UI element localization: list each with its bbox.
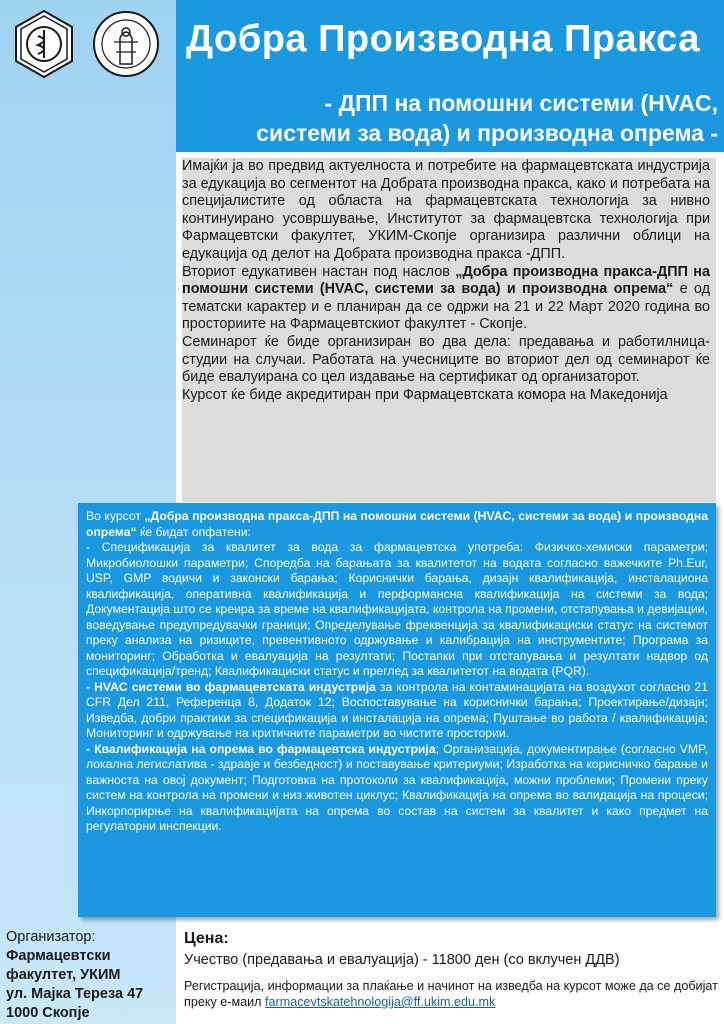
topic-equipment-qualification: - Квалификација на опрема во фармацевтска индустрија; Организација, документирање (согласно VMP, локална легислатива - здравје и безбедност) и поставување критериуми; Изработка на корисничко барање и важноста на овој документ; Подготовка на протоколи за квалификација, можни проблеми; Промени преку систем на контрола на промени и низ животен циклус; Квалификација на опрема во валидација на процеси; Инкорпорирње на квалификацијата на опрема во состав на систем за квалитет и како предмет на регулаторни инспекции. <box>86 741 708 833</box>
logos <box>0 0 176 90</box>
topic-hvac: - HVAC системи во фармацевтската индустрија за контрола на контаминацијата на воздухот согласно 21 CFR Дел 211, Референца 8, Додаток 12; Воспоставување на кориснички барања; Проектирање/дизајн; Изведба, добри практики за спецификација и инсталација на опрема; Пуштање во работа / квалификација; Мониторинг и одржување на критичните параметри во чистите простории. <box>86 679 708 740</box>
intro-paragraph-4: Курсот ќе биде акредитиран при Фармацевтската комора на Македонија <box>182 386 668 403</box>
course-topics-box <box>78 503 716 917</box>
organizer-line-4: 1000 Скопје <box>6 1005 90 1021</box>
registration-text: Регистрација, информации за плаќање и начинот на изведба на курсот може да се добијат преку е-маил <box>184 979 718 1009</box>
price-label: Цена: <box>184 930 229 947</box>
registration-info <box>184 978 718 1010</box>
price-text: Учество (предавања и евалуација) - 11800 ден (со вклучен ДДВ) <box>184 952 620 968</box>
organizer-label: Организатор: <box>6 929 96 945</box>
intro-paragraph-2: Вториот едукативен настан под наслов „Добра производна пракса-ДПП на помошни системи (HVAC, системи за вода) и производна опрема“ е од тематски карактер и е планиран да се одржи на 21 и 22 Март 2020 година во просториите на Фармацевтскиот факултет - Скопје. <box>182 263 710 333</box>
hexagon-caduceus-icon <box>8 8 80 80</box>
page-title: Добра Производна Пракса <box>186 18 700 60</box>
price-block <box>184 930 716 968</box>
organizer-line-3: ул. Мајка Тереза 47 <box>6 986 144 1002</box>
email-link[interactable]: farmacevtskatehnologija@ff.ukim.edu.mk <box>265 995 496 1009</box>
organizer-line-2: факултет, УКИМ <box>6 967 121 983</box>
organizer-block <box>6 928 176 1023</box>
page-subtitle <box>178 88 718 148</box>
subtitle-line-2: системи за вода) и производна опрема - <box>256 120 718 146</box>
intro-section <box>182 158 716 502</box>
organizer-line-1: Фармацевтски <box>6 948 111 964</box>
topic-water-specification: - Спецификација за квалитет за вода за фармацевтска употреба: Физичко-хемиски параметри; Микробиолошки параметри; Споредба на барањата за квалитетот на водата согласно важечките Ph.Eur, USP, GMP водичи и законски барања; Кориснички барања, дизајн квалификација, инсталациона квалификација, оперативна квалификација и перформансна квалификација на системи за вода; Документација што се креира за време на квалификацијата, контрола на промени, отстапувања и девијации, воведување предупредувачки граници; Определување фреквенција за квалификациски статус на системот преку анализа на ризиците, превентивното одржување и калибрација на инструментите; Програма за мониторинг; Обработка и евалуација на резултати; Постапки при отстапувања и резултати надвор од спецификација/тренд; Квалификациски статус и преглед за квалитетот на водата (PQR). <box>86 540 708 678</box>
intro-paragraph-3: Семинарот ќе биде организиран во два дела: предавања и работилница-студии на случаи. Работата на учесниците во вториот дел од семинарот ќе биде евалуирана со цел издавање на сертификат од организаторот. <box>182 333 710 386</box>
intro-paragraph-1: Имајќи ја во предвид актуелноста и потребите на фармацевтската индустрија за едукација во сегментот на Добрата производна пракса, како и потребата на специјалистите од областа на фармацевтската технологија за нивно континуирано усовршување, Институтот за фармацевтска технологија при Фармацевтски факултет, УКИМ-Скопје организира различни облици на едукација од делот на Добрата производна пракса -ДПП. <box>182 158 710 262</box>
subtitle-line-1: - ДПП на помошни системи (HVAC, <box>324 90 718 116</box>
topics-lead: Во курсот „Добра производна пракса-ДПП на помошни системи (HVAC, системи за вода) и производна опрема“ ќе бидат опфатени: <box>86 509 708 539</box>
seal-figure-icon <box>90 8 162 80</box>
